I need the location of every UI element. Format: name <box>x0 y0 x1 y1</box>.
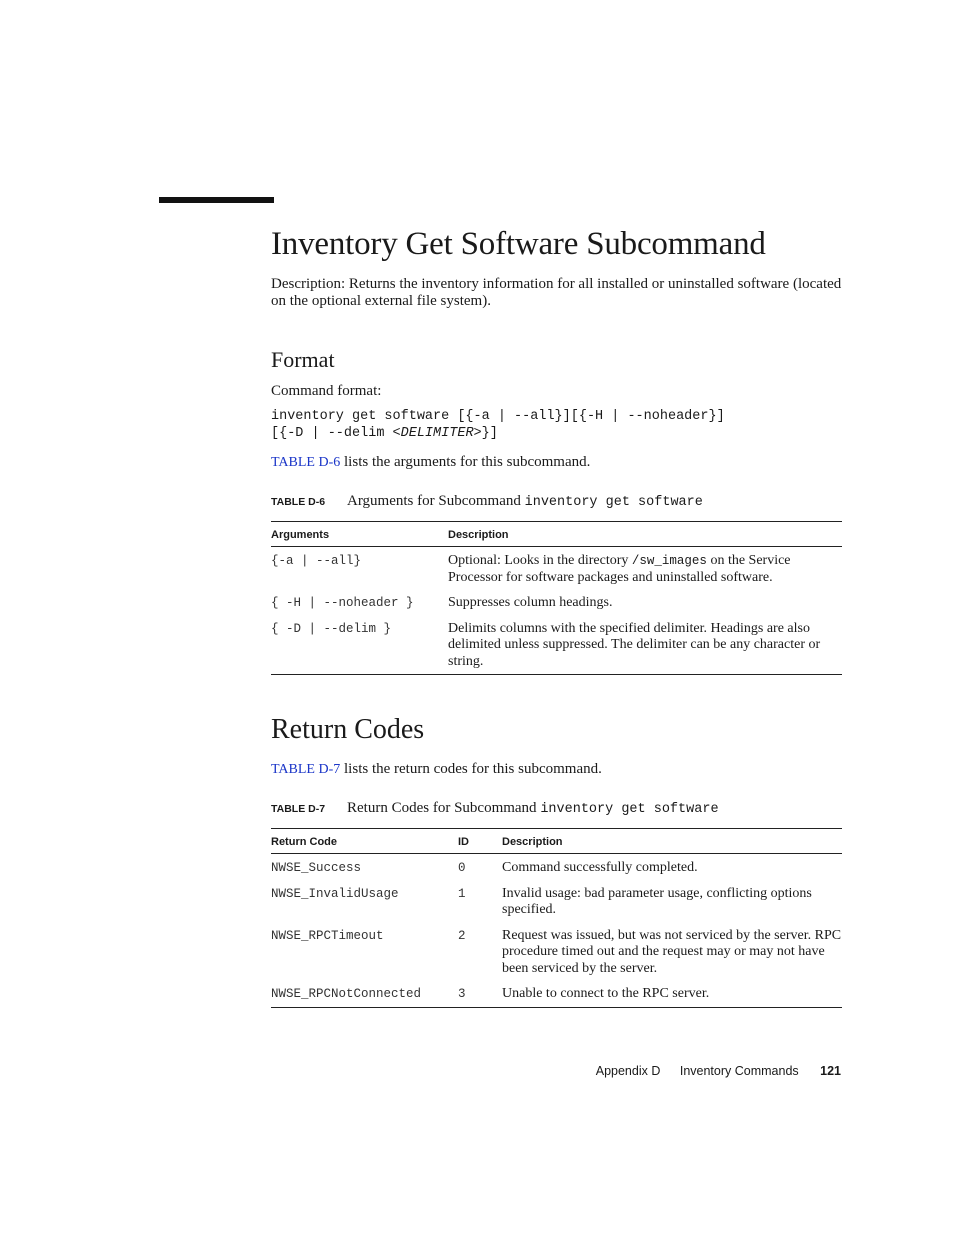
page-title: Inventory Get Software Subcommand <box>271 226 766 262</box>
column-header-description: Description <box>502 829 842 854</box>
command-syntax-line2-prefix: [{-D | --delim <box>271 426 393 441</box>
description-text: Optional: Looks in the directory <box>448 553 632 568</box>
table-row <box>271 547 842 596</box>
arguments-table <box>271 521 842 675</box>
table-d6-reference-text: lists the arguments for this subcommand. <box>340 454 591 470</box>
command-syntax <box>271 408 842 442</box>
page-footer <box>580 1064 841 1078</box>
description-cell: Delimits columns with the specified delimiter. Headings are also delimited unless suppressed. The delimiter can be any character or string. <box>448 620 821 669</box>
sw-images-path: /sw_images <box>631 554 707 568</box>
description-cell <box>448 547 842 596</box>
id-cell: 1 <box>458 886 466 901</box>
argument-cell: {-a | --all} <box>271 554 362 568</box>
table-d7-reference <box>271 761 842 778</box>
footer-appendix: Appendix D <box>595 1064 661 1078</box>
table-row <box>271 986 842 1007</box>
page-number: 121 <box>820 1064 841 1078</box>
table-row <box>271 621 842 675</box>
table-d6-reference <box>271 454 842 471</box>
command-syntax-line2-suffix: }] <box>481 426 498 441</box>
id-cell: 0 <box>458 861 466 875</box>
return-code-cell: NWSE_RPCTimeout <box>271 928 384 943</box>
table-d6-caption-text: Arguments for Subcommand <box>347 493 525 509</box>
table-d6-caption-code: inventory get software <box>524 495 703 510</box>
footer-chapter: Inventory Commands <box>679 1064 799 1078</box>
column-header-return-code: Return Code <box>271 829 458 854</box>
command-syntax-line1: inventory get software [{-a | --all}][{-H | --noheader}] <box>271 409 725 424</box>
description-cell: Invalid usage: bad parameter usage, conflicting options specified. <box>502 885 812 917</box>
table-d7-caption-text: Return Codes for Subcommand <box>347 800 541 816</box>
command-format-label: Command format: <box>271 383 382 399</box>
return-code-cell: NWSE_Success <box>271 861 362 875</box>
table-d6-caption <box>271 492 842 512</box>
description-cell: Unable to connect to the RPC server. <box>502 986 710 1001</box>
description-cell: Request was issued, but was not serviced by the server. RPC procedure timed out and the request may or may not have been serviced by the server. <box>502 927 842 976</box>
description-text-cont: on the Service Processor for software packages and uninstalled software. <box>448 553 791 585</box>
return-codes-heading: Return Codes <box>271 714 425 745</box>
table-d6-link[interactable]: TABLE D-6 <box>271 455 341 470</box>
table-row <box>271 595 842 621</box>
table-row <box>271 886 842 928</box>
format-heading: Format <box>271 347 335 372</box>
column-header-description: Description <box>448 522 842 547</box>
page-content <box>271 222 842 1008</box>
description-paragraph: Description: Returns the inventory information for all installed or uninstalled software (located on the optional external file system). <box>271 276 842 309</box>
return-code-cell: NWSE_InvalidUsage <box>271 886 399 901</box>
argument-cell: { -H | --noheader } <box>271 596 414 610</box>
description-cell: Suppresses column headings. <box>448 595 613 610</box>
return-code-cell: NWSE_RPCNotConnected <box>271 987 422 1001</box>
table-d6-tag: TABLE D-6 <box>271 496 326 508</box>
table-d7-caption-code: inventory get software <box>540 802 719 817</box>
column-header-id: ID <box>458 829 502 854</box>
table-row <box>271 928 842 987</box>
table-d7-tag: TABLE D-7 <box>271 803 326 815</box>
table-d7-caption <box>271 799 842 819</box>
return-codes-table <box>271 828 842 1008</box>
description-cell: Command successfully completed. <box>502 860 698 875</box>
argument-cell: { -D | --delim } <box>271 621 392 636</box>
column-header-arguments: Arguments <box>271 522 448 547</box>
id-cell: 3 <box>458 987 466 1001</box>
chapter-rule <box>159 197 274 203</box>
table-row <box>271 854 842 886</box>
delimiter-param: <DELIMITER> <box>392 426 482 441</box>
table-d7-reference-text: lists the return codes for this subcommand. <box>340 761 602 777</box>
table-d7-link[interactable]: TABLE D-7 <box>271 762 341 777</box>
id-cell: 2 <box>458 928 466 943</box>
